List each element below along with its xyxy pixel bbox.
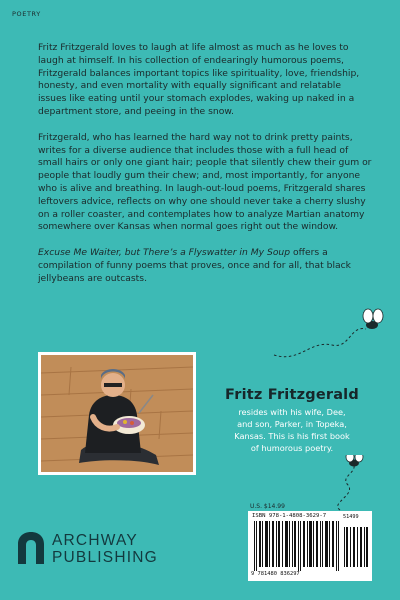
- fly-doodle-icon: [310, 455, 370, 515]
- blurb-paragraph: Fritz Fritzgerald loves to laugh at life almost as much as he loves to laugh at himself. In his collection of endearingly humorous poems, Fritzgerald balances important topics like spirituality, love, friendship, honesty, and even mortality with equally significant and relatable issues like eating until your stomach explodes, waking up naked in a department store, and peeing in the snow.: [38, 42, 360, 117]
- isbn-number: ISBN 978-1-4808-3629-7: [252, 513, 327, 519]
- fly-doodle-icon: [270, 305, 390, 365]
- barcode-icon: [252, 521, 370, 571]
- isbn-barcode-box: [248, 511, 372, 581]
- cover-blurb: [38, 42, 372, 299]
- blurb-paragraph: [38, 247, 372, 285]
- barcode-addon-number: 51499: [343, 514, 359, 520]
- blurb-paragraph: Fritzgerald, who has learned the hard way not to drink pretty paints, writes for a diverse audience that includes those with a full head of small hairs or only one giant hair; people that silently chew their gum or people that loudly gum their chew; and, most importantly, for anyone who is alive and breathing. In laugh-out-loud poems, Fritzgerald shares leftovers advice, reflects on why one should never take a cherry slushy on a roller coaster, and contemplates how to analyze Martian anatomy somewhere over Kansas when normal goes right out the window.: [38, 131, 372, 233]
- blurb-text: offers a compilation of funny poems that proves, once and for all, that black jellybeans are outcasts.: [38, 247, 351, 284]
- price-label: U.S. $14.99: [250, 503, 285, 510]
- author-bio: resides with his wife, Dee, and son, Parker, in Topeka, Kansas. This is his first book of humorous poetry.: [234, 407, 350, 453]
- barcode-number: 9 781480 836297: [251, 571, 300, 577]
- book-title: Excuse Me Waiter, but There’s a Flyswatter in My Soup: [38, 247, 291, 259]
- author-name: Fritz Fritzgerald: [225, 387, 359, 403]
- archway-logo-icon: [18, 532, 44, 564]
- author-photo: [38, 352, 196, 475]
- publisher-name: ARCHWAY: [52, 532, 138, 549]
- publisher-subname: PUBLISHING: [52, 549, 158, 566]
- publisher-logo: [18, 528, 168, 568]
- author-photo-image: [41, 355, 193, 472]
- genre-label: POETRY: [12, 10, 41, 18]
